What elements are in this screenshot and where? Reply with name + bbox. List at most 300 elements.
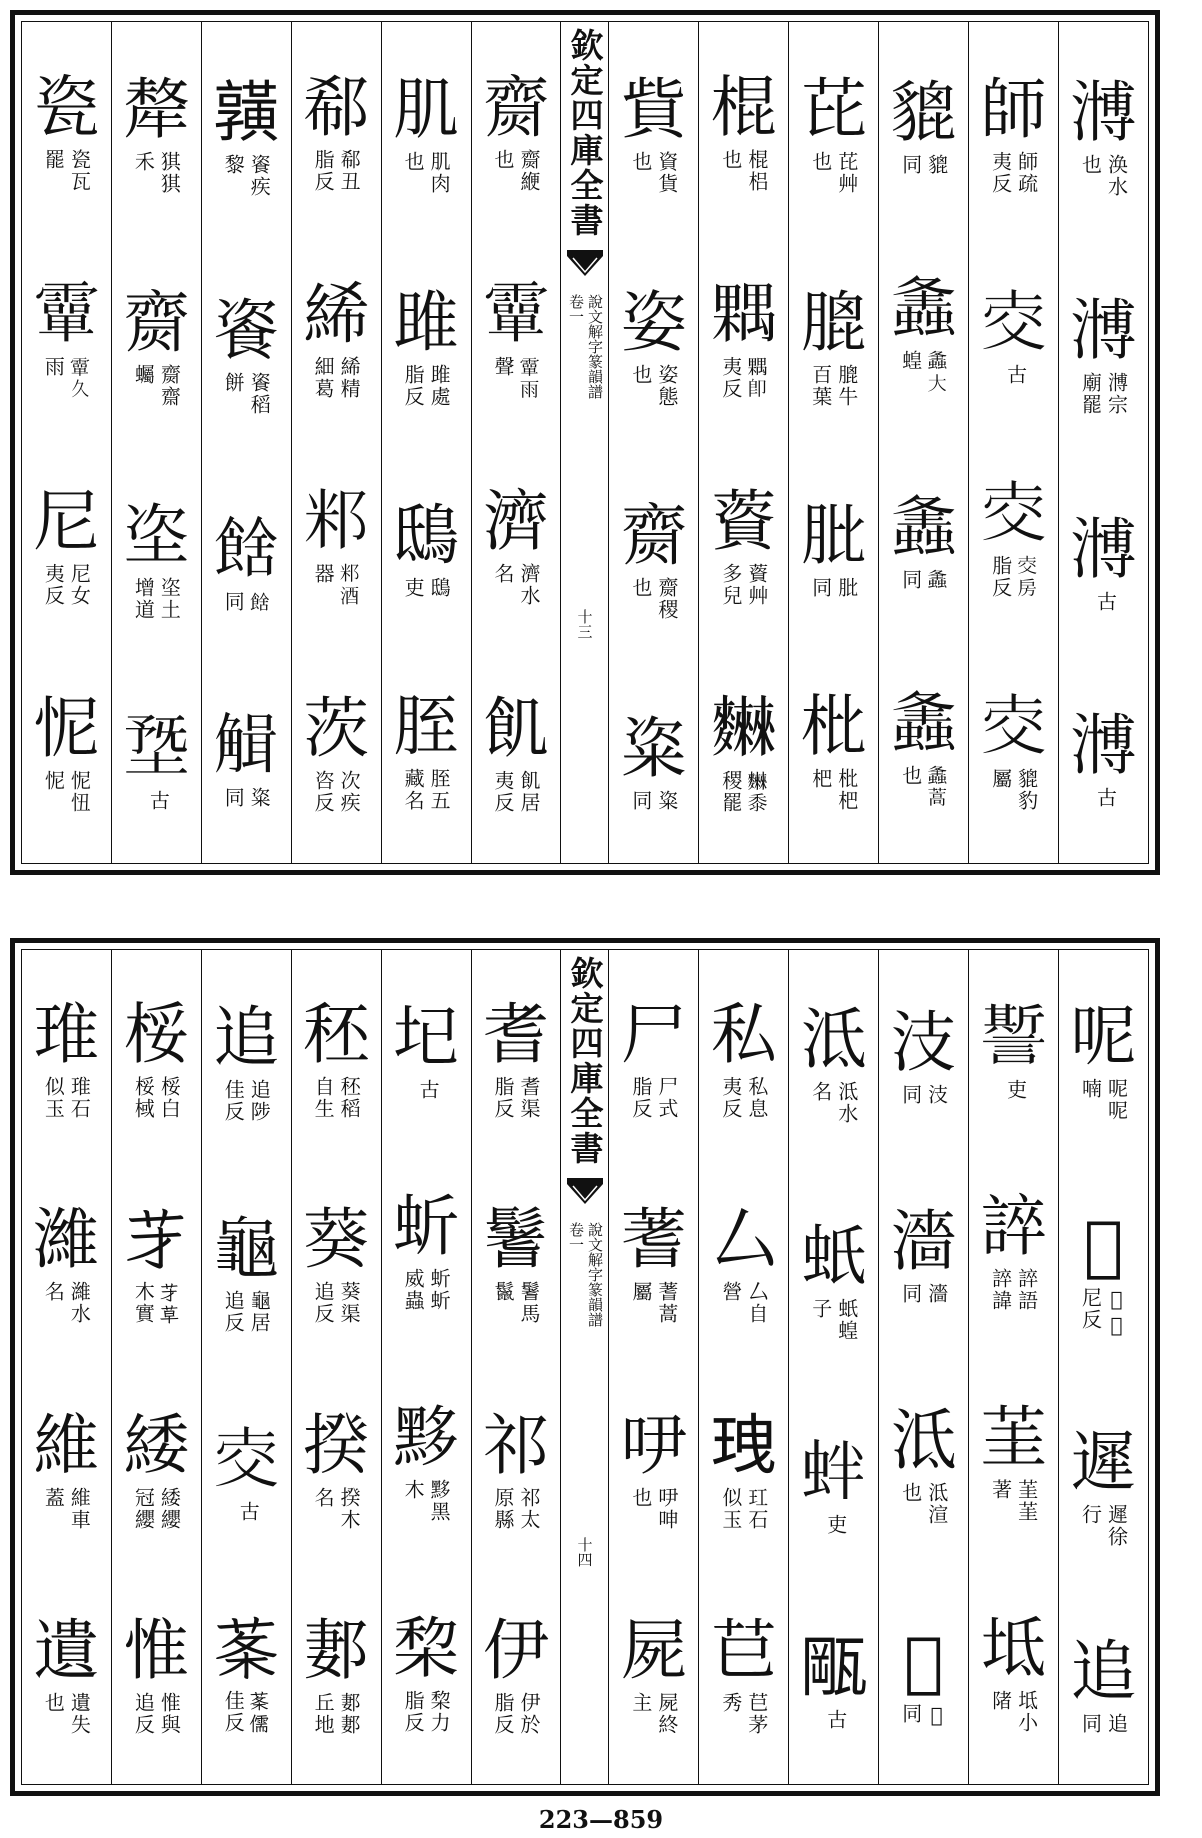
gloss-annotation <box>900 1703 948 1729</box>
gloss-line: 𥸬酒 <box>337 563 362 608</box>
dictionary-entry <box>882 684 966 809</box>
gloss-annotation <box>1080 372 1128 416</box>
gloss-line: 也 <box>1078 154 1103 177</box>
gloss-annotation <box>630 151 678 195</box>
gloss-annotation <box>42 1487 90 1531</box>
gloss-annotation <box>492 1487 540 1531</box>
gloss-annotation <box>900 1283 948 1305</box>
gloss-annotation <box>312 356 360 400</box>
seal-script-character: 揆 <box>303 1406 370 1484</box>
gloss-line: 也 <box>898 1481 923 1504</box>
dictionary-entry <box>294 68 378 193</box>
gloss-annotation <box>720 1076 768 1120</box>
seal-script-character: 屍 <box>620 1612 687 1690</box>
gloss-annotation <box>1080 1713 1128 1735</box>
gloss-line: 私息 <box>744 1075 769 1120</box>
gloss-line: 佳反 <box>221 1689 246 1734</box>
gloss-line: 追反 <box>311 1281 336 1326</box>
gloss-line: 遲徐 <box>1104 1503 1129 1548</box>
gloss-annotation <box>492 563 540 607</box>
gloss-annotation <box>312 1692 360 1736</box>
gloss-line: 禾 <box>131 151 156 174</box>
gloss-line: 𩅦久 <box>67 355 92 400</box>
seal-script-character: 維 <box>33 1406 100 1484</box>
gloss-line: 齌齋 <box>157 364 182 409</box>
gloss-annotation <box>630 790 678 812</box>
gloss-annotation <box>132 1692 180 1736</box>
gloss-annotation <box>492 1692 540 1736</box>
seal-script-character: 𡍳 <box>123 709 190 787</box>
seal-script-character: 汥 <box>890 1003 957 1081</box>
gloss-line: 棃力 <box>427 1689 452 1734</box>
dictionary-entry <box>972 474 1056 599</box>
seal-script-character: 耆 <box>483 995 549 1073</box>
gloss-line: 貔豹 <box>1014 767 1039 812</box>
gloss-line: 藏名 <box>401 767 426 812</box>
gloss-line: 瓷瓦 <box>67 148 92 193</box>
dictionary-entry <box>204 510 288 613</box>
dictionary-entry <box>612 1203 696 1325</box>
gloss-line: 郪郪 <box>337 1692 362 1737</box>
gloss-line: 夷反 <box>988 151 1013 196</box>
gloss-line: 似玉 <box>41 1075 66 1120</box>
seal-script-character: 貔 <box>890 74 957 152</box>
gloss-line: 薋艸 <box>744 563 769 608</box>
gloss-line: 秀 <box>718 1692 743 1715</box>
seal-script-character: 齌 <box>620 496 687 574</box>
dictionary-entry <box>384 1609 468 1734</box>
seal-script-character: 𪏆 <box>213 74 280 152</box>
gloss-annotation <box>990 768 1038 812</box>
gloss-annotation <box>630 1281 678 1325</box>
gloss-line: 枇杷 <box>834 767 859 812</box>
seal-script-character: 𩅦 <box>483 275 549 353</box>
fish-tail-mark-icon <box>565 1174 605 1214</box>
gloss-line: 脂反 <box>628 1075 653 1120</box>
gloss-line: 遺失 <box>67 1692 92 1737</box>
dictionary-entry <box>204 1609 288 1734</box>
gloss-annotation <box>222 787 270 809</box>
dictionary-entry <box>1062 1423 1146 1548</box>
seal-script-character: 𩅦 <box>33 275 100 353</box>
gloss-line: 蓋 <box>41 1486 66 1509</box>
seal-script-character: 鴟 <box>393 496 460 574</box>
gloss-annotation <box>42 356 90 400</box>
gloss-line: 姿態 <box>654 364 679 409</box>
seal-script-character: 薋 <box>710 483 777 561</box>
gloss-line: 貔 <box>924 154 949 177</box>
dictionary-entry <box>24 692 108 814</box>
gloss-line: 資貨 <box>654 151 679 196</box>
gloss-line: 同 <box>898 568 923 591</box>
gloss-line: 古 <box>416 1078 441 1101</box>
entry-column <box>878 950 968 1784</box>
dictionary-entry <box>114 1614 198 1736</box>
gloss-line: 古 <box>146 789 171 812</box>
gloss-line: 脂反 <box>491 1075 515 1120</box>
gloss-line: 茥茥 <box>1014 1478 1039 1523</box>
dictionary-entry <box>882 1401 966 1526</box>
dictionary-entry <box>882 1622 966 1729</box>
gloss-annotation <box>720 770 768 814</box>
gloss-annotation <box>990 555 1038 599</box>
dictionary-entry <box>882 488 966 591</box>
dictionary-entry <box>702 692 786 814</box>
dictionary-entry <box>474 485 558 607</box>
gloss-annotation <box>810 151 858 195</box>
dictionary-entry <box>204 998 288 1123</box>
seal-script-character: 郗 <box>303 68 370 146</box>
gloss-line: 脂反 <box>401 1689 426 1734</box>
seal-script-character: 𦬁 <box>123 1201 190 1279</box>
seal-script-character: 惟 <box>123 1612 190 1690</box>
dictionary-entry <box>792 286 876 408</box>
gloss-line: 餅 <box>221 372 246 395</box>
seal-script-character: 𤕐 <box>213 1420 280 1498</box>
gloss-annotation <box>492 149 540 193</box>
dictionary-entry <box>114 995 198 1120</box>
subtitle-line: 說文解字篆韻譜 <box>585 294 604 399</box>
gloss-line: 𡏧直 <box>1104 1286 1129 1339</box>
gloss-annotation <box>810 364 858 408</box>
gloss-line: 飢居 <box>517 770 541 815</box>
gloss-line: 鬣 <box>491 1281 515 1304</box>
dictionary-entry <box>474 995 558 1120</box>
seal-script-character: 𧬊 <box>980 998 1047 1076</box>
collection-title: 欽定四庫全書 <box>565 28 605 238</box>
gloss-line: 𦬁草 <box>157 1281 182 1326</box>
gloss-line: 齌稷 <box>654 576 679 621</box>
seal-script-character: 茥 <box>980 1398 1047 1476</box>
gloss-annotation <box>900 765 948 809</box>
gloss-annotation <box>402 577 450 599</box>
gloss-annotation <box>810 577 858 599</box>
gloss-line: 呢呢 <box>1104 1077 1129 1122</box>
gloss-annotation <box>312 1281 360 1325</box>
gloss-line: 𧒒蒿 <box>924 764 949 809</box>
gloss-line: 粢 <box>247 786 272 809</box>
seal-script-character: 𤕐 <box>980 474 1047 552</box>
gloss-line: 絺精 <box>337 355 362 400</box>
gloss-annotation <box>990 1690 1038 1734</box>
entry-column <box>381 950 471 1784</box>
gloss-line: 咨反 <box>311 770 336 815</box>
dictionary-entry <box>294 275 378 400</box>
gloss-line: 雎處 <box>427 364 452 409</box>
gloss-line: 怩 <box>41 770 66 793</box>
seal-script-character: 𦬊 <box>710 1612 777 1690</box>
gloss-line: 也 <box>628 576 653 599</box>
seal-script-character: 𧉻 <box>800 1434 867 1512</box>
gloss-line: 同 <box>628 789 653 812</box>
gloss-annotation <box>402 1690 450 1734</box>
gloss-line: 粢 <box>654 789 679 812</box>
gloss-annotation <box>900 154 948 176</box>
gloss-line: 濇 <box>924 1282 949 1305</box>
seal-script-character: 犛 <box>123 71 190 149</box>
seal-script-character: 遲 <box>1070 1423 1137 1501</box>
seal-script-character: 泜 <box>890 1401 957 1479</box>
gloss-line: 次疾 <box>337 770 362 815</box>
gloss-annotation <box>132 1487 180 1531</box>
gloss-annotation <box>42 1281 90 1325</box>
gloss-line: 追陟 <box>247 1078 272 1123</box>
gloss-line: 也 <box>401 151 426 174</box>
gloss-line: 名 <box>491 563 515 586</box>
subtitle-line: 卷一 <box>566 294 585 324</box>
gloss-line: 尼女 <box>67 563 92 608</box>
gloss-line: 器 <box>311 563 336 586</box>
gloss-annotation <box>900 1482 948 1526</box>
gloss-annotation <box>810 768 858 812</box>
seal-script-character: 𦰏 <box>213 1609 280 1687</box>
seal-script-character: 𡉏 <box>393 998 460 1076</box>
seal-script-character: 𧤏 <box>213 706 280 784</box>
seal-script-character: 濰 <box>33 1201 100 1279</box>
gloss-line: 夷反 <box>491 770 515 815</box>
gloss-annotation <box>222 1690 270 1734</box>
gloss-annotation <box>630 1076 678 1120</box>
gloss-line: 尸式 <box>654 1075 679 1120</box>
gloss-line: 陼 <box>988 1689 1013 1712</box>
gloss-line: 濟水 <box>517 563 541 608</box>
gloss-annotation <box>630 1692 678 1736</box>
seal-script-character: 坻 <box>980 1609 1047 1687</box>
gloss-line: 自生 <box>311 1075 336 1120</box>
seal-script-character: 祁 <box>483 1406 549 1484</box>
dictionary-entry <box>792 1436 876 1536</box>
gloss-line: 威蟲 <box>401 1267 426 1312</box>
dictionary-entry <box>702 995 786 1120</box>
gloss-annotation <box>312 1487 360 1531</box>
gloss-annotation <box>42 770 90 814</box>
gloss-line: 增道 <box>131 576 156 621</box>
gloss-annotation <box>720 1281 768 1325</box>
dictionary-entry <box>1062 1206 1146 1339</box>
seal-script-character: 𧒒 <box>890 270 957 348</box>
gloss-annotation <box>402 1479 450 1523</box>
gloss-annotation <box>1080 154 1128 198</box>
gloss-line: 雨 <box>41 355 66 378</box>
seal-script-character: 郪 <box>303 1612 370 1690</box>
gloss-line: 𧒒大 <box>924 350 949 395</box>
gloss-line: 垐土 <box>157 576 182 621</box>
entry-column <box>471 950 561 1784</box>
seal-script-character: 怩 <box>33 690 100 768</box>
gloss-line: 同 <box>898 1083 923 1106</box>
gloss-line: 泜渲 <box>924 1481 949 1526</box>
seal-script-character: 葵 <box>303 1201 370 1279</box>
gloss-line: 吚呻 <box>654 1486 679 1531</box>
dictionary-entry <box>792 1628 876 1731</box>
gloss-line: 追 <box>1104 1712 1129 1735</box>
gloss-line: 夷反 <box>718 1075 743 1120</box>
seal-script-character: 伊 <box>483 1612 549 1690</box>
seal-script-character: 𤕐 <box>980 687 1047 765</box>
gloss-annotation <box>402 768 450 812</box>
gloss-line: 猉猉 <box>157 151 182 196</box>
dictionary-entry <box>1062 706 1146 809</box>
gloss-line: 郗丑 <box>337 148 362 193</box>
gloss-annotation <box>900 350 948 394</box>
gloss-line: 吏 <box>401 576 426 599</box>
gloss-annotation <box>1080 1504 1128 1548</box>
gloss-annotation <box>222 154 270 198</box>
seal-script-character: 遺 <box>33 1612 100 1690</box>
gloss-line: 細葛 <box>311 355 336 400</box>
seal-script-character: 棃 <box>393 1609 460 1687</box>
dictionary-entry <box>792 1003 876 1125</box>
gloss-annotation <box>233 1501 259 1523</box>
seal-script-character: 胵 <box>393 687 460 765</box>
entry-column <box>608 22 698 863</box>
dictionary-entry <box>792 1217 876 1342</box>
gloss-annotation <box>312 563 360 607</box>
gloss-annotation <box>402 1268 450 1312</box>
dictionary-entry <box>24 1203 108 1325</box>
dictionary-entry <box>24 1406 108 1531</box>
dictionary-entry <box>612 496 696 621</box>
seal-script-character: 𣽡 <box>1070 74 1137 152</box>
dictionary-entry <box>114 709 198 812</box>
dictionary-entry <box>972 73 1056 195</box>
gloss-line: 著 <box>988 1478 1013 1501</box>
gloss-line: 罷 <box>41 148 66 171</box>
dictionary-entry <box>1062 997 1146 1122</box>
seal-script-character: 蚔 <box>800 1217 867 1295</box>
seal-script-character: 齌 <box>123 284 190 362</box>
dictionary-entry <box>702 68 786 193</box>
gloss-line: 汥 <box>924 1083 949 1106</box>
gloss-annotation <box>42 1692 90 1736</box>
gloss-line: 古 <box>1093 590 1118 613</box>
gloss-line: 營 <box>718 1281 743 1304</box>
dictionary-entry <box>24 485 108 607</box>
dictionary-entry <box>882 76 966 176</box>
dictionary-entry <box>204 294 288 416</box>
seal-script-character: 𧴼 <box>903 1622 944 1700</box>
dictionary-entry <box>204 76 288 198</box>
dictionary-entry <box>204 1420 288 1523</box>
gloss-annotation <box>132 1076 180 1120</box>
dictionary-entry <box>612 1406 696 1531</box>
gloss-line: 脂反 <box>491 1692 515 1737</box>
gloss-annotation <box>1091 787 1117 809</box>
seal-script-character: 飢 <box>483 690 549 768</box>
dictionary-entry <box>474 68 558 193</box>
gloss-annotation <box>720 1692 768 1736</box>
gloss-line: 𣜢即 <box>744 355 769 400</box>
gloss-line: 同 <box>1078 1712 1103 1735</box>
gloss-line: 木 <box>401 1478 426 1501</box>
seal-script-character: 𧒒 <box>890 684 957 762</box>
dictionary-entry <box>1062 294 1146 416</box>
gloss-line: 也 <box>898 764 923 787</box>
gloss-line: 桵棫 <box>131 1075 156 1120</box>
gloss-line: 佳反 <box>221 1078 246 1123</box>
seal-script-character: 黟 <box>393 1398 460 1476</box>
gloss-line: 黎 <box>221 154 246 177</box>
fish-tail-mark-icon <box>565 246 605 286</box>
seal-script-character: 貲 <box>620 71 687 149</box>
gloss-line: 耆渠 <box>517 1075 541 1120</box>
dictionary-entry <box>474 275 558 400</box>
gloss-annotation <box>132 151 180 195</box>
gloss-line: 黟黑 <box>427 1478 452 1523</box>
gloss-annotation <box>900 1084 948 1106</box>
seal-script-character: 芘 <box>800 71 867 149</box>
gloss-line: 揆木 <box>337 1486 362 1531</box>
gloss-annotation <box>630 364 678 408</box>
dictionary-entry <box>294 1406 378 1531</box>
dictionary-entry <box>702 485 786 607</box>
seal-script-character: 尼 <box>33 483 100 561</box>
gloss-line: 也 <box>628 364 653 387</box>
dictionary-entry <box>792 687 876 812</box>
dictionary-entry <box>294 995 378 1120</box>
seal-script-character: 𪎂 <box>710 690 777 768</box>
gloss-line: 泜水 <box>834 1081 859 1126</box>
dictionary-entry <box>702 1203 786 1325</box>
gloss-line: 也 <box>718 148 743 171</box>
seal-script-character: 龜 <box>213 1209 280 1287</box>
dictionary-entry <box>1062 510 1146 613</box>
entry-column <box>381 22 471 863</box>
seal-script-character: 瓷 <box>33 68 100 146</box>
entry-column <box>1058 22 1148 863</box>
gloss-line: 祁太 <box>517 1486 541 1531</box>
gloss-annotation <box>402 151 450 195</box>
gloss-annotation <box>630 1487 678 1531</box>
seal-script-character: 桵 <box>123 995 190 1073</box>
dictionary-entry <box>702 275 786 400</box>
gloss-line: 棍梠 <box>744 148 769 193</box>
gloss-line: 行 <box>1078 1503 1103 1526</box>
subtitle-line: 卷一 <box>566 1222 585 1252</box>
dictionary-entry <box>972 1187 1056 1312</box>
gloss-annotation <box>402 364 450 408</box>
gloss-annotation <box>1001 1079 1027 1101</box>
entry-column <box>22 950 111 1784</box>
dictionary-entry <box>384 1398 468 1523</box>
gloss-line: 鬐馬 <box>517 1281 541 1326</box>
gloss-annotation <box>720 1487 768 1531</box>
seal-script-character: 𥸬 <box>303 483 370 561</box>
gloss-line: 原縣 <box>491 1486 515 1531</box>
folio-number: 十三 <box>575 609 594 639</box>
gloss-line: 同 <box>898 1282 923 1305</box>
page-upper <box>10 10 1160 875</box>
dictionary-entry <box>114 1203 198 1325</box>
dictionary-entry <box>294 692 378 814</box>
seal-script-character: 琟 <box>33 995 100 1073</box>
folio-number: 十四 <box>575 1537 594 1567</box>
seal-script-character: 𧒒 <box>890 488 957 566</box>
collection-title: 欽定四庫全書 <box>565 956 605 1166</box>
gloss-annotation <box>1080 1078 1128 1122</box>
seal-script-character: 呢 <box>1070 997 1137 1075</box>
dictionary-entry <box>474 1203 558 1325</box>
gloss-line: 同 <box>221 590 246 613</box>
dictionary-entry <box>972 1609 1056 1734</box>
seal-script-character: 厶 <box>710 1201 777 1279</box>
gloss-line: 龜居 <box>247 1289 272 1334</box>
gloss-annotation <box>492 356 540 400</box>
gloss-annotation <box>132 364 180 408</box>
gloss-line: 濰水 <box>67 1281 92 1326</box>
entry-column <box>968 22 1058 863</box>
gloss-line: 蝗 <box>898 350 923 373</box>
